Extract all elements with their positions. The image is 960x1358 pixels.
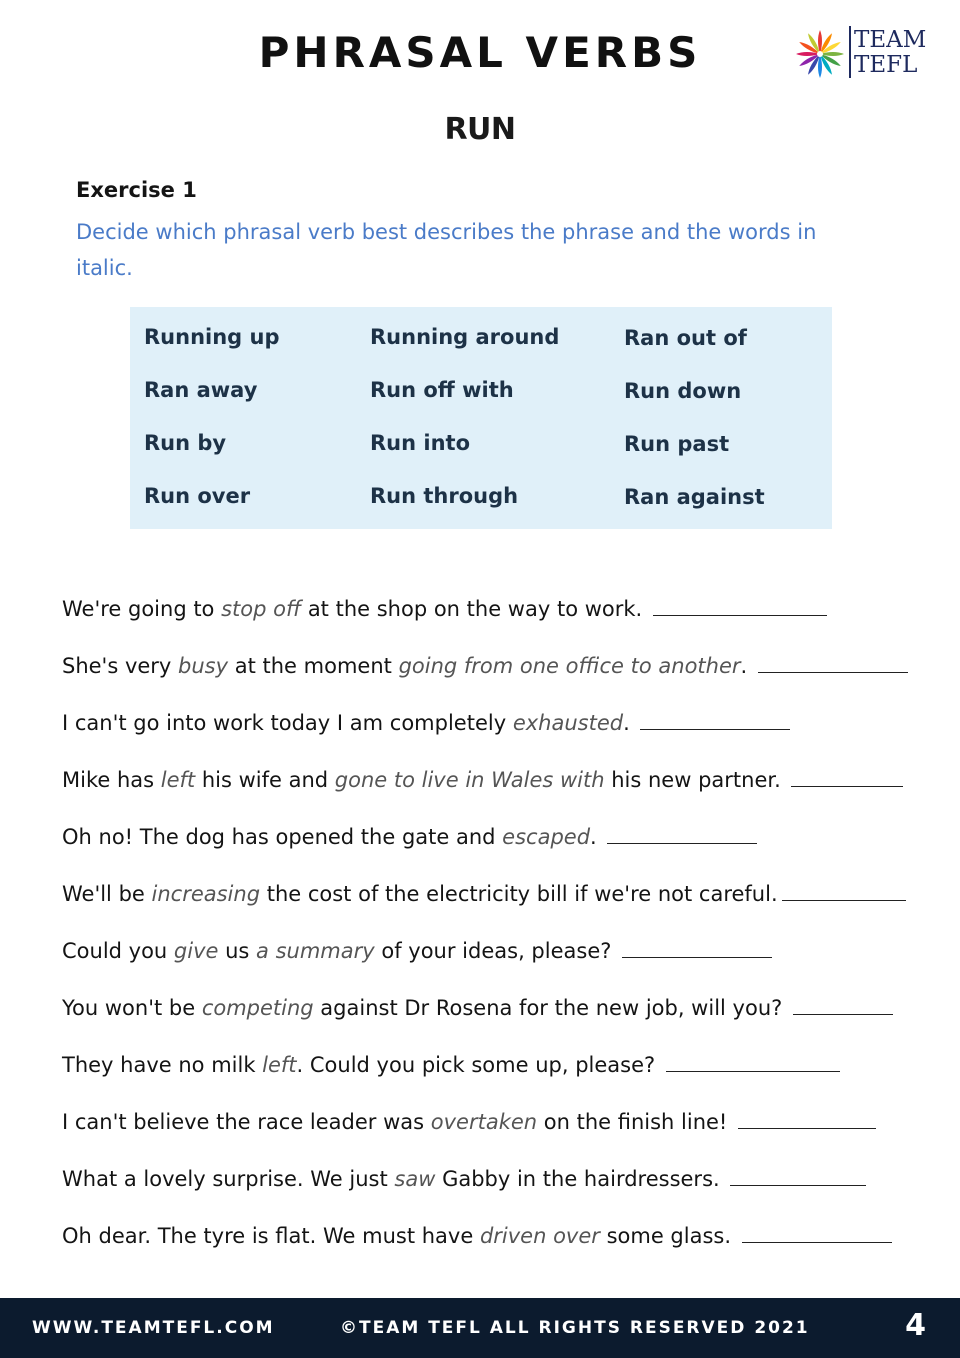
answer-blank[interactable] <box>758 653 908 673</box>
question-text-segment: I can't go into work today I am completely <box>62 711 513 735</box>
question-text <box>62 995 893 1020</box>
page-footer <box>0 1298 960 1358</box>
italic-phrase: going from one office to another <box>398 654 741 678</box>
italic-phrase: increasing <box>151 882 261 906</box>
question-text-segment: Gabby in the hairdressers. <box>435 1167 727 1191</box>
question-text <box>62 1166 866 1191</box>
italic-phrase: gone to live in Wales with <box>334 768 605 792</box>
question-text-segment: We'll be <box>62 882 152 906</box>
verb-option: Ran away <box>144 378 258 402</box>
question-text-segment: We're going to <box>62 597 222 621</box>
question-text <box>62 1052 840 1077</box>
answer-blank[interactable] <box>782 881 906 901</box>
logo-text-team: TEAM <box>854 27 927 53</box>
question-text-segment: Mike has <box>62 768 161 792</box>
question-text-segment: on the finish line! <box>537 1110 735 1134</box>
italic-phrase: left <box>262 1053 297 1077</box>
question-text-segment: What a lovely surprise. We just <box>62 1167 395 1191</box>
verb-option: Ran against <box>624 485 765 509</box>
question-text-segment: You won't be <box>62 996 202 1020</box>
answer-blank[interactable] <box>607 824 757 844</box>
question-text <box>62 881 906 906</box>
question-text <box>62 824 757 849</box>
verb-option: Run through <box>370 484 519 508</box>
question-text <box>62 710 790 735</box>
logo-divider <box>849 26 851 78</box>
team-tefl-logo <box>794 26 934 80</box>
question-text <box>62 653 908 678</box>
footer-website: WWW.TEAMTEFL.COM <box>32 1318 275 1338</box>
page-title: PHRASAL VERBS <box>258 28 702 77</box>
question-text-segment: us <box>218 939 257 963</box>
page-subtitle: RUN <box>444 112 516 147</box>
italic-phrase: a summary <box>256 939 375 963</box>
exercise-heading: Exercise 1 <box>76 178 197 202</box>
phrasal-verb-box <box>130 307 832 529</box>
question-text-segment: . <box>623 711 637 735</box>
italic-phrase: give <box>173 939 219 963</box>
question-text-segment: against Dr Rosena for the new job, will you? <box>313 996 789 1020</box>
question-text-segment: . <box>590 825 604 849</box>
italic-phrase: driven over <box>479 1224 600 1248</box>
exercise-instruction: Decide which phrasal verb best describes the phrase and the words in italic. <box>76 220 817 280</box>
verb-option: Ran out of <box>624 326 747 350</box>
verb-option: Run down <box>624 379 742 403</box>
footer-copyright: ©TEAM TEFL ALL RIGHTS RESERVED 2021 <box>340 1318 810 1338</box>
pinwheel-logo-icon <box>794 28 846 80</box>
verb-option: Run past <box>624 432 730 456</box>
page-number: 4 <box>905 1308 926 1343</box>
italic-phrase: left <box>160 768 196 792</box>
question-text-segment: of your ideas, please? <box>374 939 619 963</box>
italic-phrase: exhausted <box>512 711 624 735</box>
verb-option: Run over <box>144 484 251 508</box>
question-text-segment: at the moment <box>228 654 399 678</box>
question-text-segment: at the shop on the way to work. <box>301 597 649 621</box>
question-text-segment: Oh dear. The tyre is flat. We must have <box>62 1224 480 1248</box>
question-text-segment: his wife and <box>195 768 335 792</box>
italic-phrase: busy <box>178 654 229 678</box>
question-text-segment: the cost of the electricity bill if we're not careful. <box>260 882 778 906</box>
question-text <box>62 1223 892 1248</box>
italic-phrase: stop off <box>221 597 302 621</box>
answer-blank[interactable] <box>793 995 893 1015</box>
question-text-segment: Oh no! The dog has opened the gate and <box>62 825 503 849</box>
question-text-segment: his new partner. <box>604 768 788 792</box>
italic-phrase: escaped <box>502 825 591 849</box>
question-text-segment: some glass. <box>599 1224 738 1248</box>
answer-blank[interactable] <box>791 767 903 787</box>
answer-blank[interactable] <box>640 710 790 730</box>
verb-option: Run into <box>370 431 470 455</box>
italic-phrase: overtaken <box>430 1110 538 1134</box>
verb-option: Run by <box>144 431 227 455</box>
question-text <box>62 1109 876 1134</box>
verb-option: Run off with <box>370 378 514 402</box>
question-text-segment: . Could you pick some up, please? <box>296 1053 662 1077</box>
answer-blank[interactable] <box>742 1223 892 1243</box>
answer-blank[interactable] <box>622 938 772 958</box>
question-text-segment: Could you <box>62 939 174 963</box>
italic-phrase: competing <box>201 996 314 1020</box>
question-text-segment: They have no milk <box>62 1053 263 1077</box>
question-text <box>62 767 903 792</box>
question-text-segment: I can't believe the race leader was <box>62 1110 431 1134</box>
verb-option: Running up <box>144 325 280 349</box>
italic-phrase: saw <box>394 1167 436 1191</box>
answer-blank[interactable] <box>666 1052 840 1072</box>
answer-blank[interactable] <box>738 1109 876 1129</box>
answer-blank[interactable] <box>653 596 827 616</box>
question-text-segment: She's very <box>62 654 179 678</box>
logo-text-tefl: TEFL <box>854 52 918 78</box>
question-text-segment: . <box>740 654 754 678</box>
question-text <box>62 596 827 621</box>
question-text <box>62 938 772 963</box>
verb-option: Running around <box>370 325 560 349</box>
answer-blank[interactable] <box>730 1166 866 1186</box>
